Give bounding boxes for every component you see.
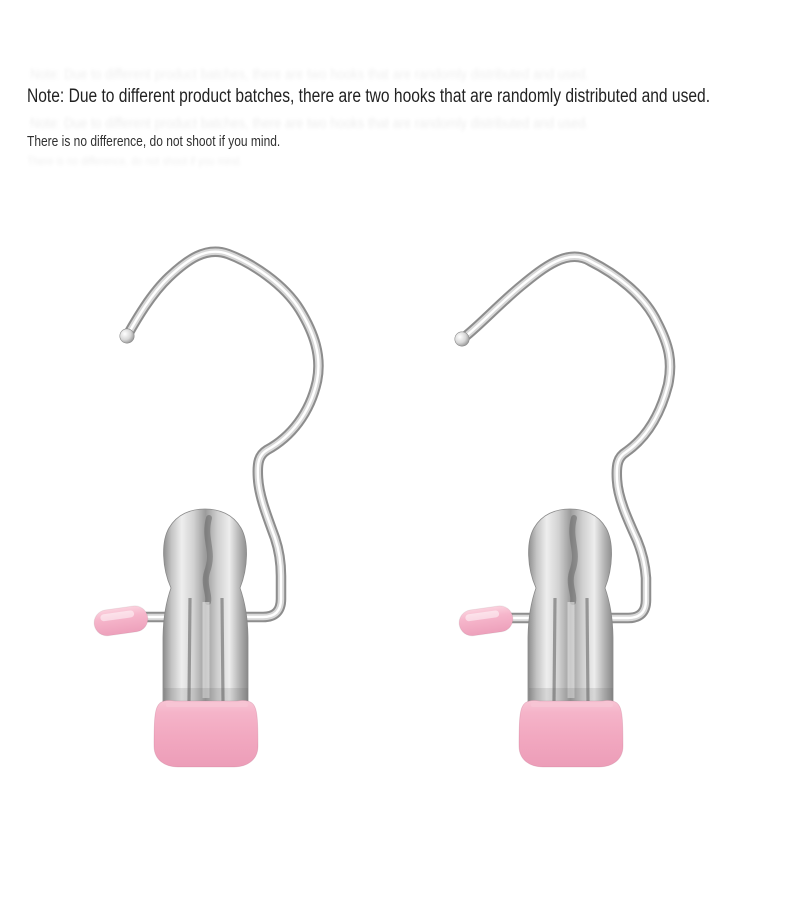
hook-ball-tip [120,329,134,343]
hook-1 [92,252,318,767]
note-title: Note: Due to different product batches, there are two hooks that are randomly distributed and used. [27,86,711,107]
note-subtitle: There is no difference, do not shoot if you mind. [27,133,281,150]
hook-clip [92,509,258,767]
compression-artifact: Note: Due to different product batches, there are two hooks that are randomly distributed and used. [30,115,589,132]
compression-artifact: Note: Due to different product batches, there are two hooks that are randomly distributed and used. [30,66,589,83]
compression-artifact: There is no difference, do not shoot if you mind. [27,154,243,168]
hook-ball-tip [455,332,469,346]
hook-2 [455,257,670,767]
hook-clip [457,509,623,767]
